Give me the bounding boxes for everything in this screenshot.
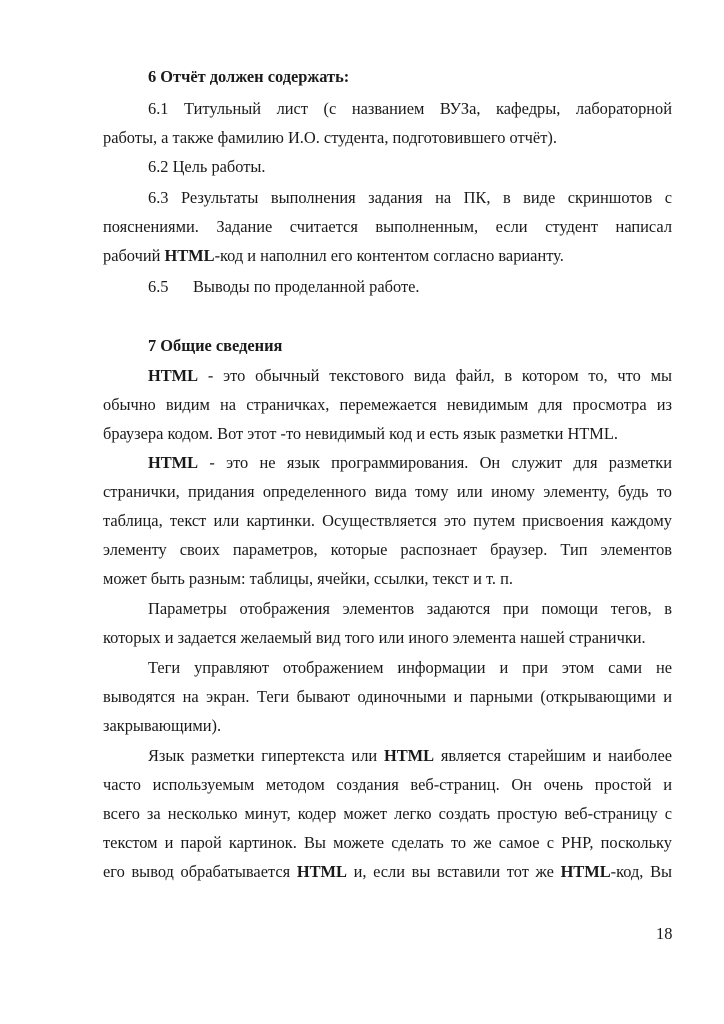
p1-line-1	[103, 366, 672, 386]
p2-line-1	[103, 453, 672, 473]
text-run: - это не язык программирования. Он служит для разметки	[198, 453, 672, 472]
p3-line-2: которых и задается желаемый вид того или иного элемента нашей странички.	[103, 628, 646, 647]
text-run: -код и наполнил его контентом согласно варианту.	[214, 246, 564, 265]
document-page	[103, 0, 672, 1024]
p4-line-1: Теги управляют отображением информации и при этом сами не	[148, 658, 672, 677]
text-run: рабочий	[103, 246, 165, 265]
item-6-3-line-2: пояснениями. Задание считается выполненным, если студент написал	[103, 217, 672, 236]
p5-line-3: всего за несколько минут, кодер может легко создать простую веб-страницу с	[103, 804, 672, 823]
p2-line-3: таблица, текст или картинки. Осуществляется это путем присвоения каждому	[103, 511, 672, 530]
p2-line-5: может быть разным: таблицы, ячейки, ссылки, текст и т. п.	[103, 569, 513, 588]
section-6-heading: 6 Отчёт должен содержать:	[148, 67, 350, 86]
item-6-2: 6.2 Цель работы.	[148, 157, 266, 176]
item-text: Выводы по проделанной работе.	[193, 277, 420, 296]
p1-line-2: обычно видим на страничках, перемежается невидимым для просмотра из	[103, 395, 672, 414]
p3-line-1: Параметры отображения элементов задаются при помощи тегов, в	[148, 599, 672, 618]
html-term: HTML	[296, 862, 347, 881]
html-term: HTML	[148, 366, 199, 385]
p5-line-4: текстом и парой картинок. Вы можете сделать то же самое с PHP, поскольку	[103, 833, 672, 852]
p5-line-1	[103, 746, 672, 766]
item-6-5	[103, 277, 672, 297]
p5-line-5	[103, 862, 672, 882]
text-run: является старейшим и наиболее	[434, 746, 672, 765]
p2-line-4: элементу своих параметров, которые распознает браузер. Тип элементов	[103, 540, 672, 559]
page-number: 18	[656, 924, 673, 943]
html-term: HTML	[560, 862, 611, 881]
p1-line-3: браузера кодом. Вот этот -то невидимый код и есть язык разметки HTML.	[103, 424, 618, 443]
item-6-3-line-3	[103, 246, 672, 266]
item-6-1-line-2: работы, а также фамилию И.О. студента, подготовившего отчёт).	[103, 128, 557, 147]
p4-line-3: закрывающими).	[103, 716, 222, 735]
section-7-heading: 7 Общие сведения	[148, 336, 283, 355]
text-run: его вывод обрабатывается	[103, 862, 297, 881]
item-6-1-line-1: 6.1 Титульный лист (с названием ВУЗа, кафедры, лабораторной	[148, 99, 672, 118]
html-term: HTML	[383, 746, 435, 765]
text-run: - это обычный текстового вида файл, в котором то, что мы	[198, 366, 672, 385]
text-run: Язык разметки гипертекста или	[148, 746, 384, 765]
p4-line-2: выводятся на экран. Теги бывают одиночными и парными (открывающими и	[103, 687, 672, 706]
html-term: HTML	[164, 246, 215, 265]
html-term: HTML	[148, 453, 199, 472]
p5-line-2: часто используемым методом создания веб-страниц. Он очень простой и	[103, 775, 672, 794]
text-run: -код, Вы	[610, 862, 673, 881]
text-run: и, если вы вставили тот же	[346, 862, 561, 881]
item-number: 6.5	[148, 277, 169, 296]
item-6-3-line-1: 6.3 Результаты выполнения задания на ПК, в виде скриншотов с	[148, 188, 672, 207]
p2-line-2: странички, придания определенного вида тому или иному элементу, будь то	[103, 482, 672, 501]
